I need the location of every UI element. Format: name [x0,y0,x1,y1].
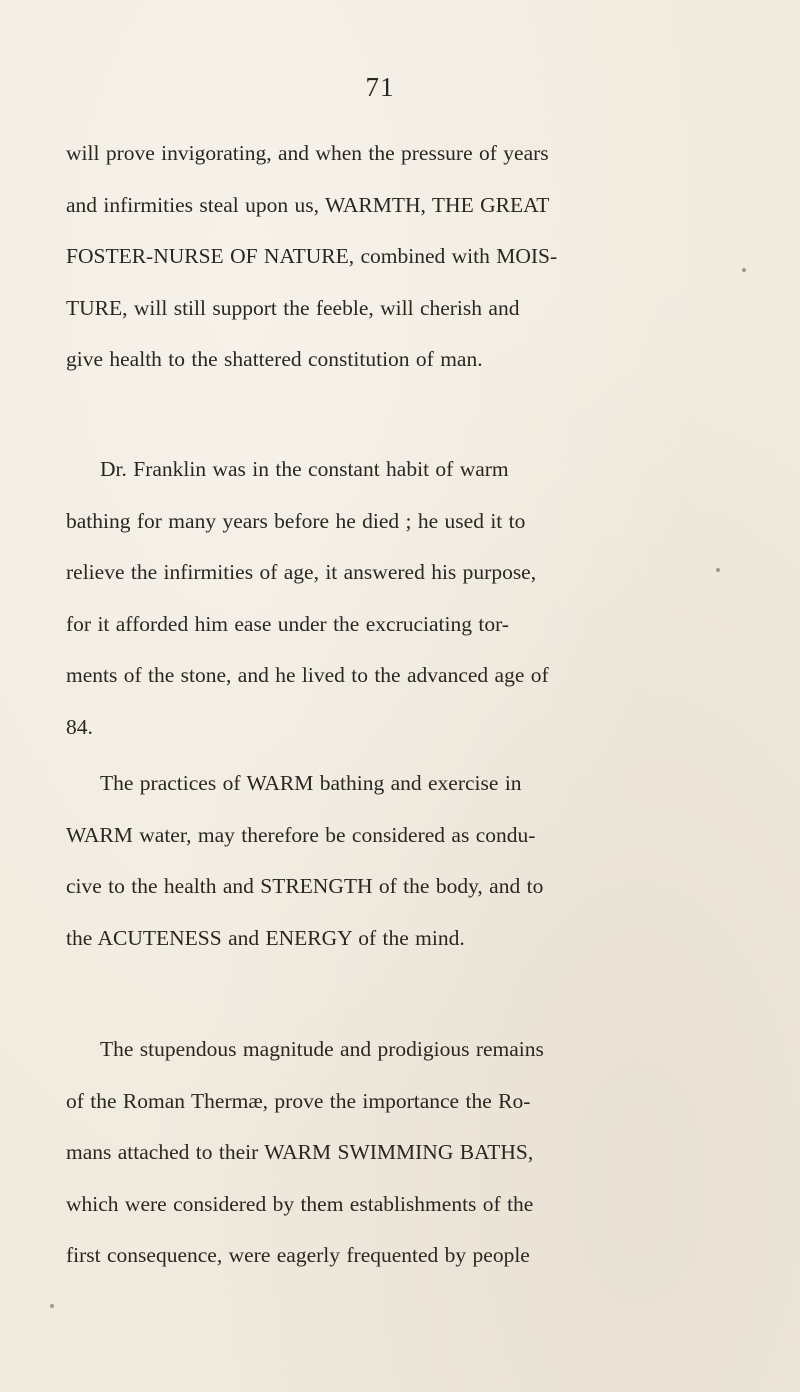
text-line: mans attached to their WARM SWIMMING BATHS, [66,1140,534,1164]
paper-speck [716,568,720,572]
text-line: WARM water, may therefore be considered as condu- [66,822,536,847]
text-line: The practices of WARM bathing and exercise in [100,771,522,795]
paragraph-2 [66,444,722,753]
text-line: Dr. Franklin was in the constant habit of warm [100,457,509,481]
text-line: will prove invigorating, and when the pressure of years [66,141,549,165]
text-line: 84. [66,714,93,739]
text-line: relieve the infirmities of age, it answered his purpose, [66,560,537,584]
paper-speck [742,268,746,272]
text-line: of the Roman Thermæ, prove the importance the Ro- [66,1088,531,1113]
text-line: ments of the stone, and he lived to the advanced age of [66,663,549,687]
text-line: for it afforded him ease under the excruciating tor- [66,611,509,636]
text-line: give health to the shattered constitution of man. [66,347,483,371]
text-line: The stupendous magnitude and prodigious remains [100,1037,544,1061]
text-line: which were considered by them establishments of the [66,1191,534,1216]
text-line: first consequence, were eagerly frequented by people [66,1243,530,1267]
paper-speck [50,1304,54,1308]
text-line: bathing for many years before he died ; he used it to [66,508,526,533]
text-line: the ACUTENESS and ENERGY of the mind. [66,925,465,950]
paragraph-1 [66,128,722,386]
text-line: TURE, will still support the feeble, will cherish and [66,295,520,320]
paragraph-3 [66,758,722,964]
text-line: and infirmities steal upon us, WARMTH, THE GREAT [66,192,550,217]
page-number: 71 [365,72,395,102]
text-line: FOSTER-NURSE OF NATURE, combined with MOIS- [66,244,558,268]
paragraph-4 [66,1024,722,1282]
text-line: cive to the health and STRENGTH of the body, and to [66,874,544,898]
